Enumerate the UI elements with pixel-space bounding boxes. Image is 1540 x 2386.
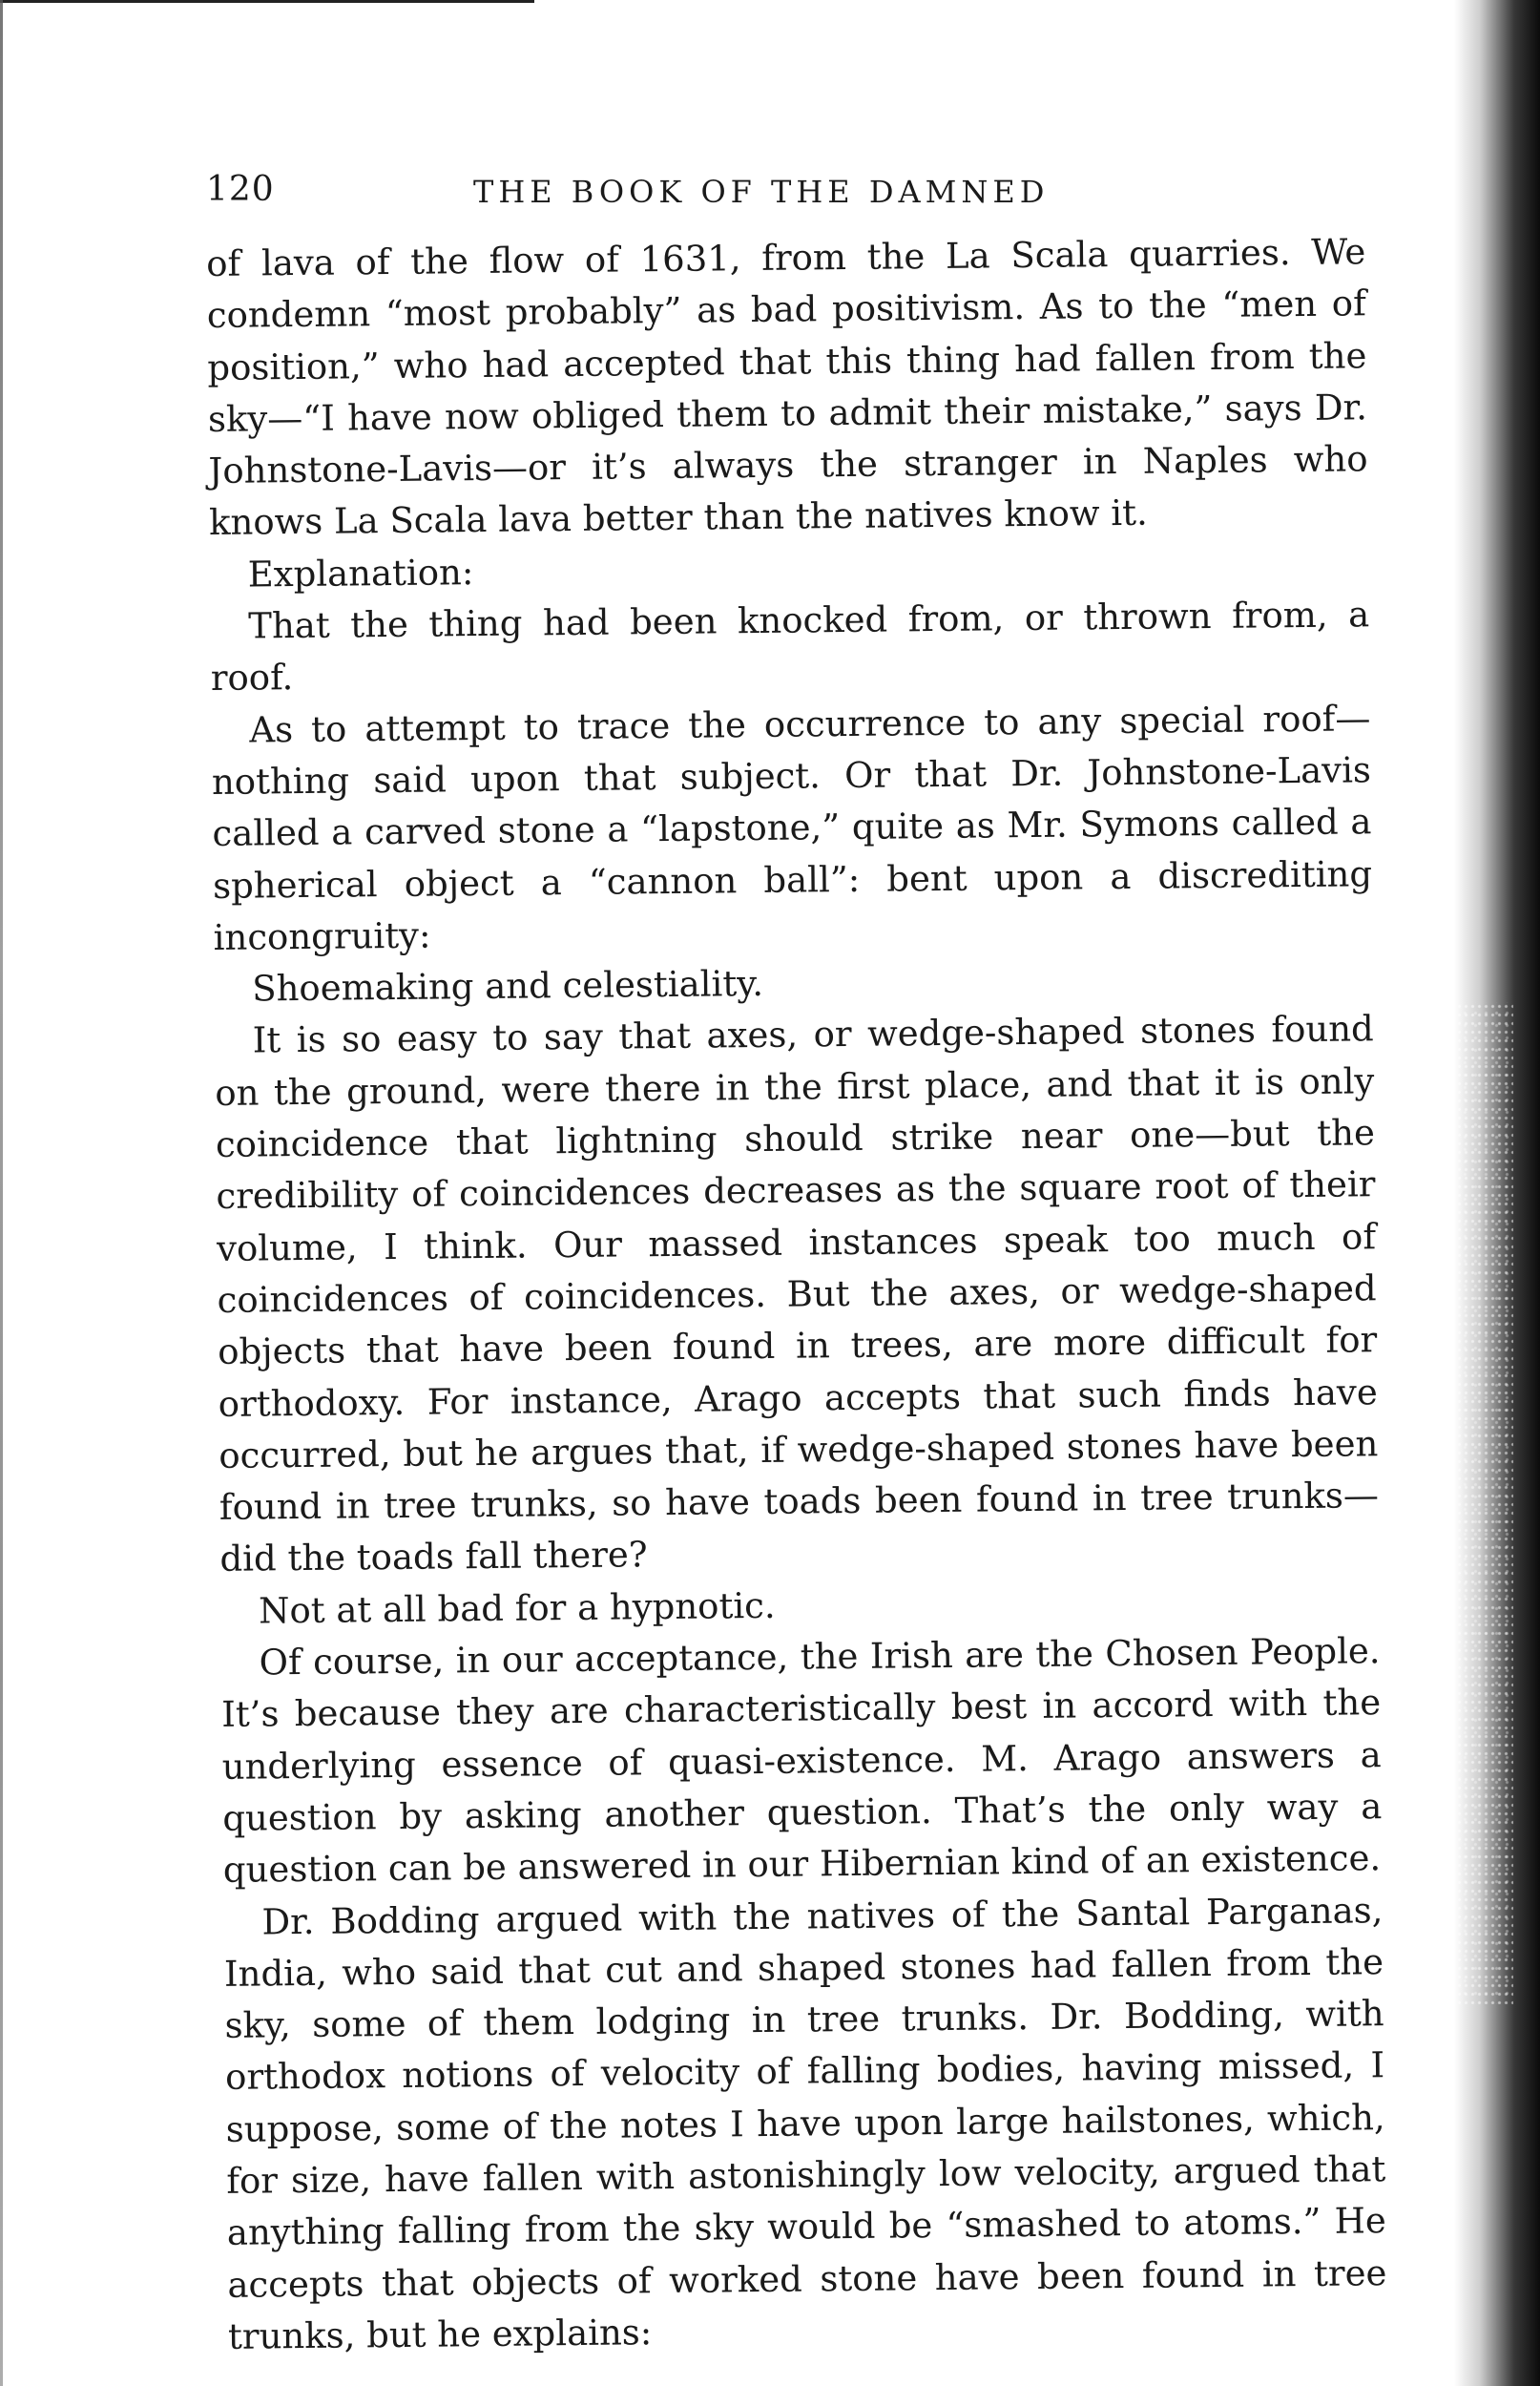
paragraph: Dr. Bodding argued with the natives of the Santal Parganas, India, who said that cut and shaped stones had fallen from the sky, some of them lodging in tree trunks. Dr. Bodding, with orthodox notions of velocity of falling bodies, having missed, I suppose, some of the notes I have upon large hailstones, which, for size, have fallen with astonishingly low velocity, argued that anything falling from the sky would be “smashed to atoms.” He accepts that objects of worked stone have been found in tree trunks, but he explains:	[223, 1889, 1387, 2357]
scan-left-edge	[0, 0, 3, 2386]
scan-edge-line	[0, 0, 534, 3]
paragraph: That the thing had been knocked from, or thrown from, a roof.	[210, 594, 1370, 700]
page-number: 120	[206, 170, 275, 209]
running-head: THE BOOK OF THE DAMNED	[473, 174, 1050, 210]
paragraph: As to attempt to trace the occurrence to any special roof—nothing said upon that subject. Or that Dr. Johnstone-Lavis called a carved stone a “lapstone,” quite as Mr. Symons called a spherical object a “cannon ball”: bent upon a discrediting incongruity:	[211, 697, 1373, 958]
paragraph: Not at all bad for a hypnotic.	[258, 1584, 776, 1632]
paragraph: Of course, in our acceptance, the Irish are the Chosen People. It’s because they are characteristically best in accord with the underlying essence of quasi-existence. M. Arago answers a question by asking another question. That’s the only way a question can be answered in our Hibernian kind of an existence.	[220, 1630, 1383, 1892]
paragraph: Explanation:	[247, 551, 474, 596]
page-header	[206, 170, 1361, 227]
spine-speckle	[1456, 1002, 1513, 2004]
paragraph: It is so easy to say that axes, or wedge-shaped stones found on the ground, were there in the first place, and that it is only coincidence that lightning should strike near one—but the credibility of coincidences decreases as the square root of their volume, I think. Our massed instances speak too much of coincidences of coincidences. But the axes, or wedge-shaped objects that have been found in trees, are more difficult for orthodoxy. For instance, Arago accepts that such finds have occurred, but he argues that, if wedge-shaped stones have been found in tree trunks, so have toads been found in tree trunks—did the toads fall there?	[215, 1008, 1380, 1580]
paragraph: Shoemaking and celestiality.	[252, 963, 764, 1010]
body-text	[206, 226, 1387, 2363]
paragraph: of lava of the flow of 1631, from the La Scala quarries. We condemn “most probably” as bad positivism. As to the “men of position,” who had accepted that this thing had fallen from the sky—“I have now obliged them to admit their mistake,” says Dr. Johnstone-Lavis—or it’s always the stranger in Naples who knows La Scala lava better than the natives know it.	[206, 231, 1368, 544]
